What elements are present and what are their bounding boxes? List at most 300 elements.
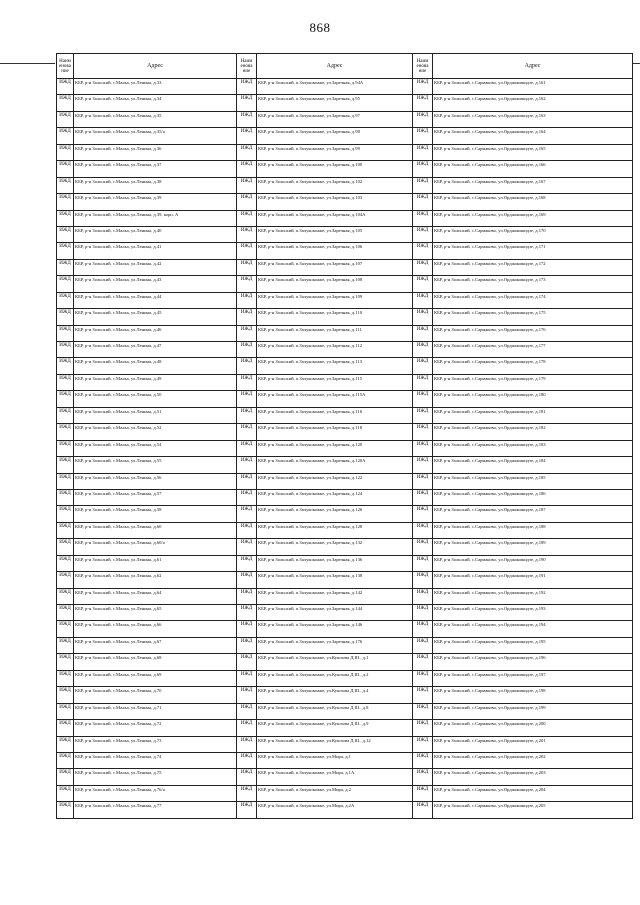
address-cell: КБР, р-н Зольский, с.Сармаково, ул.Орджоникидзе, д.163	[433, 111, 633, 127]
object-type-cell: ИЖД	[57, 95, 74, 111]
table-row	[57, 391, 633, 407]
address-cell: КБР, р-н Зольский, с.Сармаково, ул.Орджоникидзе, д.171	[433, 243, 633, 259]
object-type-cell: ИЖД	[57, 325, 74, 341]
object-type-cell: ИЖД	[237, 391, 257, 407]
object-type-cell: ИЖД	[57, 161, 74, 177]
table-row	[57, 489, 633, 505]
object-type-cell: ИЖД	[57, 79, 74, 95]
address-cell: КБР, р-н Зольский, п.Залукокоаже, ул.Мира, д.1А	[257, 769, 413, 785]
object-type-cell: ИЖД	[413, 457, 433, 473]
address-cell: КБР, р-н Зольский, с.Малка, ул.Ленина, д.33	[74, 79, 237, 95]
address-cell: КБР, р-н Зольский, с.Сармаково, ул.Орджоникидзе, д.198	[433, 687, 633, 703]
object-type-cell: ИЖД	[57, 522, 74, 538]
object-type-cell: ИЖД	[237, 111, 257, 127]
object-type-cell: ИЖД	[413, 637, 433, 653]
address-cell: КБР, р-н Зольский, п.Залукокоаже, ул.Заречная, д.115	[257, 374, 413, 390]
object-type-cell: ИЖД	[237, 489, 257, 505]
address-cell: КБР, р-н Зольский, с.Сармаково, ул.Орджоникидзе, д.182	[433, 424, 633, 440]
table-header-row	[57, 54, 633, 79]
object-type-cell: ИЖД	[57, 424, 74, 440]
address-cell: КБР, р-н Зольский, с.Малка, ул.Ленина, д.35	[74, 111, 237, 127]
object-type-cell: ИЖД	[57, 391, 74, 407]
object-type-cell: ИЖД	[57, 588, 74, 604]
object-type-cell: ИЖД	[413, 226, 433, 242]
object-type-cell: ИЖД	[413, 391, 433, 407]
header-address-3: Адрес	[433, 54, 633, 79]
address-cell: КБР, р-н Зольский, п.Залукокоаже, ул.Заречная, д.100	[257, 161, 413, 177]
address-cell: КБР, р-н Зольский, с.Сармаково, ул.Орджоникидзе, д.196	[433, 654, 633, 670]
address-cell: КБР, р-н Зольский, с.Сармаково, ул.Орджоникидзе, д.205	[433, 802, 633, 818]
object-type-cell: ИЖД	[237, 177, 257, 193]
object-type-cell: ИЖД	[237, 473, 257, 489]
address-cell: КБР, р-н Зольский, с.Малка, ул.Ленина, д.56	[74, 473, 237, 489]
object-type-cell: ИЖД	[413, 342, 433, 358]
address-cell: КБР, р-н Зольский, п.Залукокоаже, ул.Заречная, д.115А	[257, 391, 413, 407]
table-row	[57, 588, 633, 604]
object-type-cell: ИЖД	[237, 703, 257, 719]
address-cell: КБР, р-н Зольский, п.Залукокоаже, ул.Заречная, д.99	[257, 144, 413, 160]
object-type-cell: ИЖД	[413, 79, 433, 95]
object-type-cell: ИЖД	[57, 489, 74, 505]
object-type-cell: ИЖД	[413, 177, 433, 193]
object-type-cell: ИЖД	[57, 210, 74, 226]
table-row	[57, 687, 633, 703]
object-type-cell: ИЖД	[237, 637, 257, 653]
address-cell: КБР, р-н Зольский, п.Залукокоаже, ул.Заречная, д.109	[257, 292, 413, 308]
address-cell: КБР, р-н Зольский, с.Малка, ул.Ленина, д.67	[74, 637, 237, 653]
address-cell: КБР, р-н Зольский, с.Малка, ул.Ленина, д.38	[74, 177, 237, 193]
address-cell: КБР, р-н Зольский, с.Малка, ул.Ленина, д.39, корп. А	[74, 210, 237, 226]
object-type-cell: ИЖД	[237, 342, 257, 358]
table-row	[57, 374, 633, 390]
header-type-2: Наим енова ние	[237, 54, 257, 79]
table-row	[57, 703, 633, 719]
object-type-cell: ИЖД	[57, 111, 74, 127]
address-cell: КБР, р-н Зольский, с.Малка, ул.Ленина, д.62	[74, 572, 237, 588]
address-cell: КБР, р-н Зольский, п.Залукокоаже, ул.Заречная, д.128	[257, 522, 413, 538]
table-row	[57, 621, 633, 637]
object-type-cell: ИЖД	[237, 79, 257, 95]
object-type-cell: ИЖД	[413, 161, 433, 177]
header-type-1: Наим енова ние	[57, 54, 74, 79]
address-cell: КБР, р-н Зольский, с.Сармаково, ул.Орджоникидзе, д.194	[433, 621, 633, 637]
address-cell: КБР, р-н Зольский, п.Залукокоаже, ул.Кушхова Д.Ш., д.8	[257, 703, 413, 719]
address-cell: КБР, р-н Зольский, с.Сармаково, ул.Орджоникидзе, д.188	[433, 522, 633, 538]
object-type-cell: ИЖД	[413, 292, 433, 308]
address-cell: КБР, р-н Зольский, с.Сармаково, ул.Орджоникидзе, д.178	[433, 358, 633, 374]
table-row	[57, 769, 633, 785]
address-cell: КБР, р-н Зольский, с.Сармаково, ул.Орджоникидзе, д.183	[433, 440, 633, 456]
object-type-cell: ИЖД	[237, 572, 257, 588]
address-cell: КБР, р-н Зольский, п.Залукокоаже, ул.Заречная, д.102	[257, 177, 413, 193]
object-type-cell: ИЖД	[413, 588, 433, 604]
object-type-cell: ИЖД	[57, 440, 74, 456]
object-type-cell: ИЖД	[57, 457, 74, 473]
address-cell: КБР, р-н Зольский, с.Сармаково, ул.Орджоникидзе, д.192	[433, 588, 633, 604]
address-cell: КБР, р-н Зольский, с.Сармаково, ул.Орджоникидзе, д.191	[433, 572, 633, 588]
address-cell: КБР, р-н Зольский, п.Залукокоаже, ул.Заречная, д.108	[257, 276, 413, 292]
address-cell: КБР, р-н Зольский, с.Малка, ул.Ленина, д.66	[74, 621, 237, 637]
object-type-cell: ИЖД	[57, 276, 74, 292]
address-cell: КБР, р-н Зольский, с.Малка, ул.Ленина, д.36	[74, 144, 237, 160]
table-row	[57, 309, 633, 325]
table-row	[57, 210, 633, 226]
object-type-cell: ИЖД	[237, 161, 257, 177]
address-cell: КБР, р-н Зольский, п.Залукокоаже, ул.Заречная, д.98	[257, 128, 413, 144]
table-row	[57, 572, 633, 588]
address-cell: КБР, р-н Зольский, с.Сармаково, ул.Орджоникидзе, д.193	[433, 605, 633, 621]
object-type-cell: ИЖД	[413, 703, 433, 719]
address-cell: КБР, р-н Зольский, с.Сармаково, ул.Орджоникидзе, д.204	[433, 785, 633, 801]
address-cell: КБР, р-н Зольский, с.Малка, ул.Ленина, д.70	[74, 687, 237, 703]
address-cell: КБР, р-н Зольский, с.Малка, ул.Ленина, д.44	[74, 292, 237, 308]
object-type-cell: ИЖД	[237, 802, 257, 818]
address-cell: КБР, р-н Зольский, с.Малка, ул.Ленина, д.68	[74, 654, 237, 670]
object-type-cell: ИЖД	[57, 785, 74, 801]
address-cell: КБР, р-н Зольский, с.Сармаково, ул.Орджоникидзе, д.174	[433, 292, 633, 308]
address-cell: КБР, р-н Зольский, с.Сармаково, ул.Орджоникидзе, д.177	[433, 342, 633, 358]
object-type-cell: ИЖД	[57, 654, 74, 670]
table-row	[57, 342, 633, 358]
object-type-cell: ИЖД	[413, 95, 433, 111]
object-type-cell: ИЖД	[413, 358, 433, 374]
object-type-cell: ИЖД	[237, 358, 257, 374]
object-type-cell: ИЖД	[413, 407, 433, 423]
object-type-cell: ИЖД	[413, 572, 433, 588]
table-row	[57, 79, 633, 95]
object-type-cell: ИЖД	[237, 621, 257, 637]
address-cell: КБР, р-н Зольский, п.Залукокоаже, ул.Заречная, д.113	[257, 358, 413, 374]
address-cell: КБР, р-н Зольский, с.Малка, ул.Ленина, д.72	[74, 720, 237, 736]
object-type-cell: ИЖД	[237, 407, 257, 423]
address-cell: КБР, р-н Зольский, п.Залукокоаже, ул.Заречная, д.110	[257, 309, 413, 325]
object-type-cell: ИЖД	[413, 111, 433, 127]
object-type-cell: ИЖД	[57, 539, 74, 555]
address-cell: КБР, р-н Зольский, с.Малка, ул.Ленина, д.76/а	[74, 785, 237, 801]
address-cell: КБР, р-н Зольский, с.Сармаково, ул.Орджоникидзе, д.186	[433, 489, 633, 505]
address-cell: КБР, р-н Зольский, с.Малка, ул.Ленина, д.75	[74, 769, 237, 785]
address-cell: КБР, р-н Зольский, п.Залукокоаже, ул.Заречная, д.120А	[257, 457, 413, 473]
address-cell: КБР, р-н Зольский, с.Сармаково, ул.Орджоникидзе, д.168	[433, 194, 633, 210]
object-type-cell: ИЖД	[237, 605, 257, 621]
object-type-cell: ИЖД	[237, 785, 257, 801]
address-cell: КБР, р-н Зольский, п.Залукокоаже, ул.Заречная, д.97	[257, 111, 413, 127]
object-type-cell: ИЖД	[413, 785, 433, 801]
address-cell: КБР, р-н Зольский, п.Залукокоаже, ул.Заречная, д.105	[257, 226, 413, 242]
object-type-cell: ИЖД	[57, 292, 74, 308]
address-cell: КБР, р-н Зольский, с.Малка, ул.Ленина, д.39	[74, 194, 237, 210]
address-cell: КБР, р-н Зольский, п.Залукокоаже, ул.Заречная, д.138	[257, 572, 413, 588]
object-type-cell: ИЖД	[413, 769, 433, 785]
object-type-cell: ИЖД	[237, 259, 257, 275]
address-cell: КБР, р-н Зольский, с.Сармаково, ул.Орджоникидзе, д.167	[433, 177, 633, 193]
object-type-cell: ИЖД	[413, 194, 433, 210]
header-type-3: Наим енова ние	[413, 54, 433, 79]
address-cell: КБР, р-н Зольский, с.Сармаково, ул.Орджоникидзе, д.195	[433, 637, 633, 653]
object-type-cell: ИЖД	[413, 325, 433, 341]
address-cell: КБР, р-н Зольский, с.Сармаково, ул.Орджоникидзе, д.201	[433, 736, 633, 752]
address-cell: КБР, р-н Зольский, с.Малка, ул.Ленина, д.65	[74, 605, 237, 621]
address-cell: КБР, р-н Зольский, п.Залукокоаже, ул.Заречная, д.116	[257, 407, 413, 423]
object-type-cell: ИЖД	[413, 539, 433, 555]
address-cell: КБР, р-н Зольский, с.Малка, ул.Ленина, д.55	[74, 457, 237, 473]
table-row	[57, 325, 633, 341]
object-type-cell: ИЖД	[413, 128, 433, 144]
object-type-cell: ИЖД	[57, 226, 74, 242]
address-table	[56, 53, 633, 819]
object-type-cell: ИЖД	[237, 752, 257, 768]
object-type-cell: ИЖД	[413, 259, 433, 275]
address-cell: КБР, р-н Зольский, с.Сармаково, ул.Орджоникидзе, д.162	[433, 95, 633, 111]
address-cell: КБР, р-н Зольский, с.Сармаково, ул.Орджоникидзе, д.166	[433, 161, 633, 177]
address-cell: КБР, р-н Зольский, с.Малка, ул.Ленина, д.41	[74, 243, 237, 259]
address-cell: КБР, р-н Зольский, с.Сармаково, ул.Орджоникидзе, д.185	[433, 473, 633, 489]
table-row	[57, 161, 633, 177]
table-row	[57, 194, 633, 210]
object-type-cell: ИЖД	[57, 720, 74, 736]
address-cell: КБР, р-н Зольский, с.Малка, ул.Ленина, д.49	[74, 374, 237, 390]
address-cell: КБР, р-н Зольский, п.Залукокоаже, ул.Заречная, д.111	[257, 325, 413, 341]
address-cell: КБР, р-н Зольский, п.Залукокоаже, ул.Заречная, д.95	[257, 95, 413, 111]
object-type-cell: ИЖД	[57, 687, 74, 703]
address-cell: КБР, р-н Зольский, с.Малка, ул.Ленина, д.43	[74, 276, 237, 292]
table-row	[57, 259, 633, 275]
address-cell: КБР, р-н Зольский, п.Залукокоаже, ул.Кушхова Д.Ш., д.1	[257, 654, 413, 670]
object-type-cell: ИЖД	[237, 243, 257, 259]
object-type-cell: ИЖД	[413, 424, 433, 440]
object-type-cell: ИЖД	[413, 670, 433, 686]
object-type-cell: ИЖД	[237, 292, 257, 308]
address-cell: КБР, р-н Зольский, с.Сармаково, ул.Орджоникидзе, д.181	[433, 407, 633, 423]
address-cell: КБР, р-н Зольский, п.Залукокоаже, ул.Заречная, д.132	[257, 539, 413, 555]
table-body	[57, 79, 633, 819]
object-type-cell: ИЖД	[413, 802, 433, 818]
table-row	[57, 144, 633, 160]
address-cell: КБР, р-н Зольский, с.Сармаково, ул.Орджоникидзе, д.180	[433, 391, 633, 407]
object-type-cell: ИЖД	[413, 144, 433, 160]
address-cell: КБР, р-н Зольский, с.Малка, ул.Ленина, д.77	[74, 802, 237, 818]
address-cell: КБР, р-н Зольский, п.Залукокоаже, ул.Заречная, д.112	[257, 342, 413, 358]
object-type-cell: ИЖД	[237, 769, 257, 785]
address-cell: КБР, р-н Зольский, с.Малка, ул.Ленина, д.64	[74, 588, 237, 604]
address-cell: КБР, р-н Зольский, п.Залукокоаже, ул.Заречная, д.106	[257, 243, 413, 259]
object-type-cell: ИЖД	[413, 522, 433, 538]
table-row	[57, 226, 633, 242]
object-type-cell: ИЖД	[57, 621, 74, 637]
table-row	[57, 440, 633, 456]
object-type-cell: ИЖД	[237, 720, 257, 736]
table-row	[57, 736, 633, 752]
table-row	[57, 292, 633, 308]
address-cell: КБР, р-н Зольский, п.Залукокоаже, ул.Заречная, д.94А	[257, 79, 413, 95]
address-cell: КБР, р-н Зольский, с.Малка, ул.Ленина, д.40	[74, 226, 237, 242]
address-cell: КБР, р-н Зольский, с.Малка, ул.Ленина, д.52	[74, 424, 237, 440]
address-cell: КБР, р-н Зольский, с.Сармаково, ул.Орджоникидзе, д.173	[433, 276, 633, 292]
object-type-cell: ИЖД	[57, 358, 74, 374]
object-type-cell: ИЖД	[237, 440, 257, 456]
object-type-cell: ИЖД	[57, 605, 74, 621]
address-cell: КБР, р-н Зольский, с.Малка, ул.Ленина, д.34	[74, 95, 237, 111]
address-cell: КБР, р-н Зольский, п.Залукокоаже, ул.Кушхова Д.Ш., д.12	[257, 736, 413, 752]
object-type-cell: ИЖД	[237, 736, 257, 752]
object-type-cell: ИЖД	[413, 605, 433, 621]
address-cell: КБР, р-н Зольский, п.Залукокоаже, ул.Заречная, д.103	[257, 194, 413, 210]
header-address-1: Адрес	[74, 54, 237, 79]
object-type-cell: ИЖД	[413, 736, 433, 752]
object-type-cell: ИЖД	[57, 703, 74, 719]
object-type-cell: ИЖД	[237, 424, 257, 440]
address-cell: КБР, р-н Зольский, п.Залукокоаже, ул.Заречная, д.136	[257, 555, 413, 571]
object-type-cell: ИЖД	[237, 210, 257, 226]
object-type-cell: ИЖД	[413, 309, 433, 325]
object-type-cell: ИЖД	[413, 687, 433, 703]
table-row	[57, 506, 633, 522]
table-row	[57, 605, 633, 621]
object-type-cell: ИЖД	[413, 720, 433, 736]
object-type-cell: ИЖД	[57, 802, 74, 818]
table-row	[57, 637, 633, 653]
address-cell: КБР, р-н Зольский, с.Сармаково, ул.Орджоникидзе, д.170	[433, 226, 633, 242]
address-cell: КБР, р-н Зольский, с.Малка, ул.Ленина, д.47	[74, 342, 237, 358]
object-type-cell: ИЖД	[413, 276, 433, 292]
object-type-cell: ИЖД	[57, 736, 74, 752]
object-type-cell: ИЖД	[413, 440, 433, 456]
object-type-cell: ИЖД	[57, 555, 74, 571]
address-cell: КБР, р-н Зольский, с.Малка, ул.Ленина, д.74	[74, 752, 237, 768]
object-type-cell: ИЖД	[57, 374, 74, 390]
address-cell: КБР, р-н Зольский, с.Сармаково, ул.Орджоникидзе, д.197	[433, 670, 633, 686]
object-type-cell: ИЖД	[57, 572, 74, 588]
address-cell: КБР, р-н Зольский, п.Залукокоаже, ул.Заречная, д.176	[257, 637, 413, 653]
object-type-cell: ИЖД	[413, 374, 433, 390]
object-type-cell: ИЖД	[57, 637, 74, 653]
object-type-cell: ИЖД	[57, 309, 74, 325]
address-cell: КБР, р-н Зольский, с.Малка, ул.Ленина, д.50	[74, 391, 237, 407]
address-cell: КБР, р-н Зольский, с.Сармаково, ул.Орджоникидзе, д.202	[433, 752, 633, 768]
object-type-cell: ИЖД	[57, 259, 74, 275]
table-row	[57, 654, 633, 670]
address-cell: КБР, р-н Зольский, с.Сармаково, ул.Орджоникидзе, д.200	[433, 720, 633, 736]
address-cell: КБР, р-н Зольский, с.Сармаково, ул.Орджоникидзе, д.164	[433, 128, 633, 144]
table-row	[57, 752, 633, 768]
object-type-cell: ИЖД	[57, 177, 74, 193]
table-row	[57, 457, 633, 473]
address-cell: КБР, р-н Зольский, с.Малка, ул.Ленина, д.58	[74, 506, 237, 522]
object-type-cell: ИЖД	[57, 342, 74, 358]
object-type-cell: ИЖД	[57, 144, 74, 160]
page-number: 868	[309, 20, 331, 35]
object-type-cell: ИЖД	[237, 654, 257, 670]
address-cell: КБР, р-н Зольский, с.Малка, ул.Ленина, д.60/а	[74, 539, 237, 555]
margin-mark-right	[632, 63, 640, 64]
address-cell: КБР, р-н Зольский, п.Залукокоаже, ул.Заречная, д.118	[257, 424, 413, 440]
address-cell: КБР, р-н Зольский, п.Залукокоаже, ул.Кушхова Д.Ш., д.9	[257, 720, 413, 736]
object-type-cell: ИЖД	[413, 506, 433, 522]
object-type-cell: ИЖД	[237, 194, 257, 210]
address-cell: КБР, р-н Зольский, п.Залукокоаже, ул.Мира, д.2	[257, 785, 413, 801]
address-cell: КБР, р-н Зольский, п.Залукокоаже, ул.Мира, д.2А	[257, 802, 413, 818]
address-cell: КБР, р-н Зольский, с.Малка, ул.Ленина, д.69	[74, 670, 237, 686]
margin-mark-left	[0, 63, 55, 64]
table-row	[57, 539, 633, 555]
object-type-cell: ИЖД	[237, 128, 257, 144]
object-type-cell: ИЖД	[237, 506, 257, 522]
header-address-2: Адрес	[257, 54, 413, 79]
address-cell: КБР, р-н Зольский, с.Сармаково, ул.Орджоникидзе, д.189	[433, 539, 633, 555]
address-cell: КБР, р-н Зольский, с.Малка, ул.Ленина, д.61	[74, 555, 237, 571]
address-cell: КБР, р-н Зольский, с.Малка, ул.Ленина, д.35/а	[74, 128, 237, 144]
object-type-cell: ИЖД	[57, 407, 74, 423]
address-cell: КБР, р-н Зольский, п.Залукокоаже, ул.Заречная, д.104А	[257, 210, 413, 226]
address-cell: КБР, р-н Зольский, с.Малка, ул.Ленина, д.51	[74, 407, 237, 423]
object-type-cell: ИЖД	[237, 95, 257, 111]
object-type-cell: ИЖД	[413, 210, 433, 226]
table-row	[57, 670, 633, 686]
address-cell: КБР, р-н Зольский, с.Сармаково, ул.Орджоникидзе, д.161	[433, 79, 633, 95]
address-cell: КБР, р-н Зольский, с.Сармаково, ул.Орджоникидзе, д.187	[433, 506, 633, 522]
table-row	[57, 424, 633, 440]
address-cell: КБР, р-н Зольский, п.Залукокоаже, ул.Мира, д.1	[257, 752, 413, 768]
address-cell: КБР, р-н Зольский, с.Малка, ул.Ленина, д.60	[74, 522, 237, 538]
address-cell: КБР, р-н Зольский, с.Малка, ул.Ленина, д.48	[74, 358, 237, 374]
address-cell: КБР, р-н Зольский, п.Залукокоаже, ул.Кушхова Д.Ш., д.2	[257, 670, 413, 686]
address-cell: КБР, р-н Зольский, с.Малка, ул.Ленина, д.37	[74, 161, 237, 177]
address-cell: КБР, р-н Зольский, с.Сармаково, ул.Орджоникидзе, д.190	[433, 555, 633, 571]
object-type-cell: ИЖД	[237, 555, 257, 571]
object-type-cell: ИЖД	[57, 194, 74, 210]
table-row	[57, 95, 633, 111]
object-type-cell: ИЖД	[237, 670, 257, 686]
object-type-cell: ИЖД	[237, 522, 257, 538]
object-type-cell: ИЖД	[413, 752, 433, 768]
object-type-cell: ИЖД	[413, 489, 433, 505]
address-cell: КБР, р-н Зольский, п.Залукокоаже, ул.Заречная, д.120	[257, 440, 413, 456]
address-cell: КБР, р-н Зольский, п.Залукокоаже, ул.Заречная, д.142	[257, 588, 413, 604]
address-cell: КБР, р-н Зольский, п.Залукокоаже, ул.Заречная, д.107	[257, 259, 413, 275]
table-row	[57, 276, 633, 292]
object-type-cell: ИЖД	[57, 506, 74, 522]
object-type-cell: ИЖД	[57, 670, 74, 686]
address-cell: КБР, р-н Зольский, с.Сармаково, ул.Орджоникидзе, д.176	[433, 325, 633, 341]
table-row	[57, 177, 633, 193]
address-cell: КБР, р-н Зольский, п.Залукокоаже, ул.Заречная, д.146	[257, 621, 413, 637]
table-row	[57, 785, 633, 801]
object-type-cell: ИЖД	[237, 539, 257, 555]
object-type-cell: ИЖД	[237, 687, 257, 703]
table-row	[57, 111, 633, 127]
object-type-cell: ИЖД	[57, 769, 74, 785]
table-row	[57, 243, 633, 259]
table-row	[57, 358, 633, 374]
table-row	[57, 720, 633, 736]
table-row	[57, 407, 633, 423]
object-type-cell: ИЖД	[57, 128, 74, 144]
object-type-cell: ИЖД	[237, 276, 257, 292]
object-type-cell: ИЖД	[57, 752, 74, 768]
address-cell: КБР, р-н Зольский, с.Сармаково, ул.Орджоникидзе, д.175	[433, 309, 633, 325]
object-type-cell: ИЖД	[237, 374, 257, 390]
address-cell: КБР, р-н Зольский, с.Сармаково, ул.Орджоникидзе, д.184	[433, 457, 633, 473]
address-cell: КБР, р-н Зольский, с.Сармаково, ул.Орджоникидзе, д.179	[433, 374, 633, 390]
object-type-cell: ИЖД	[413, 621, 433, 637]
address-cell: КБР, р-н Зольский, с.Малка, ул.Ленина, д.54	[74, 440, 237, 456]
address-cell: КБР, р-н Зольский, с.Сармаково, ул.Орджоникидзе, д.203	[433, 769, 633, 785]
table-row	[57, 555, 633, 571]
address-cell: КБР, р-н Зольский, с.Малка, ул.Ленина, д.71	[74, 703, 237, 719]
table-row	[57, 522, 633, 538]
table-row	[57, 802, 633, 818]
object-type-cell: ИЖД	[57, 473, 74, 489]
